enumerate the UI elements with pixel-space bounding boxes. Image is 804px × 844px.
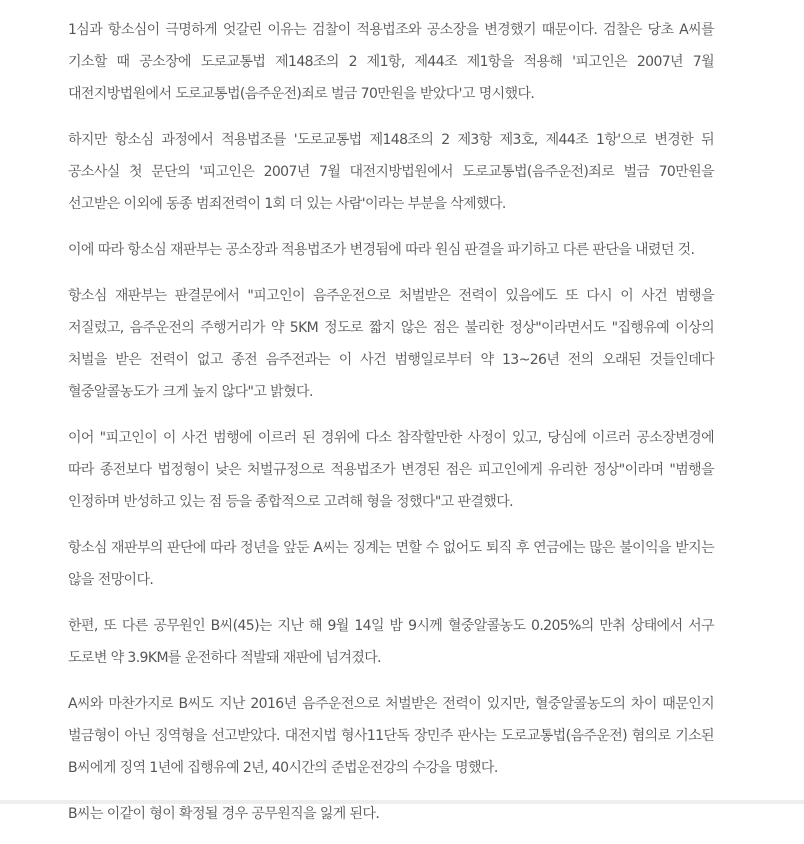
- article-paragraph: 1심과 항소심이 극명하게 엇갈린 이유는 검찰이 적용법조와 공소장을 변경했기 때문이다. 검찰은 당초 A씨를 기소할 때 공소장에 도로교통법 제148조의 2 제1항, 제44조 제1항을 적용해 '피고인은 2007년 7월 대전지방법원에서 도로교통법(음주운전)죄로 벌금 70만원을 받았다'고 명시했다.: [68, 22, 714, 102]
- article-paragraph: A씨와 마찬가지로 B씨도 지난 2016년 음주운전으로 처벌받은 전력이 있지만, 혈중알콜농도의 차이 때문인지 벌금형이 아닌 징역형을 선고받았다. 대전지법 형사11단독 장민주 판사는 도로교통법(음주운전) 혐의로 기소된 B씨에게 징역 1년에 집행유예 2년, 40시간의 준법운전강의 수강을 명했다.: [68, 696, 714, 776]
- article-body: [68, 0, 714, 844]
- article-paragraph: 이어 "피고인이 이 사건 범행에 이르러 된 경위에 다소 참작할만한 사정이 있고, 당심에 이르러 공소장변경에 따라 종전보다 법정형이 낮은 처벌규정으로 적용법조가 변경된 점은 피고인에게 유리한 정상"이라며 "범행을 인정하며 반성하고 있는 점 등을 종합적으로 고려해 형을 정했다"고 판결했다.: [68, 430, 714, 510]
- article-paragraph: 항소심 재판부는 판결문에서 "피고인이 음주운전으로 처벌받은 전력이 있음에도 또 다시 이 사건 범행을 저질렀고, 음주운전의 주행거리가 약 5KM 정도로 짧지 않은 점은 불리한 정상"이라면서도 "집행유예 이상의 처벌을 받은 전력이 없고 종전 음주전과는 이 사건 범행일로부터 약 13~26년 전의 오래된 것들인데다 혈중알콜농도가 크게 높지 않다"고 밝혔다.: [68, 288, 714, 400]
- article-paragraph: 한편, 또 다른 공무원인 B씨(45)는 지난 해 9월 14일 밤 9시께 혈중알콜농도 0.205%의 만취 상태에서 서구 도로변 약 3.9KM를 운전하다 적발돼 재판에 넘겨졌다.: [68, 618, 714, 666]
- article-paragraph: 항소심 재판부의 판단에 따라 정년을 앞둔 A씨는 징계는 면할 수 없어도 퇴직 후 연금에는 많은 불이익을 받지는 않을 전망이다.: [68, 540, 714, 588]
- bottom-divider: [0, 800, 804, 804]
- article-paragraph: 이에 따라 항소심 재판부는 공소장과 적용법조가 변경됨에 따라 원심 판결을 파기하고 다른 판단을 내렸던 것.: [68, 242, 695, 258]
- article-paragraph: 하지만 항소심 과정에서 적용법조를 '도로교통법 제148조의 2 제3항 제3호, 제44조 1항'으로 변경한 뒤 공소사실 첫 문단의 '피고인은 2007년 7월 대전지방법원에서 도로교통법(음주운전)죄로 벌금 70만원을 선고받은 이외에 동종 범죄전력이 1회 더 있는 사람'이라는 부분을 삭제했다.: [68, 132, 714, 212]
- article-paragraph: B씨는 이같이 형이 확정될 경우 공무원직을 잃게 된다.: [68, 806, 380, 822]
